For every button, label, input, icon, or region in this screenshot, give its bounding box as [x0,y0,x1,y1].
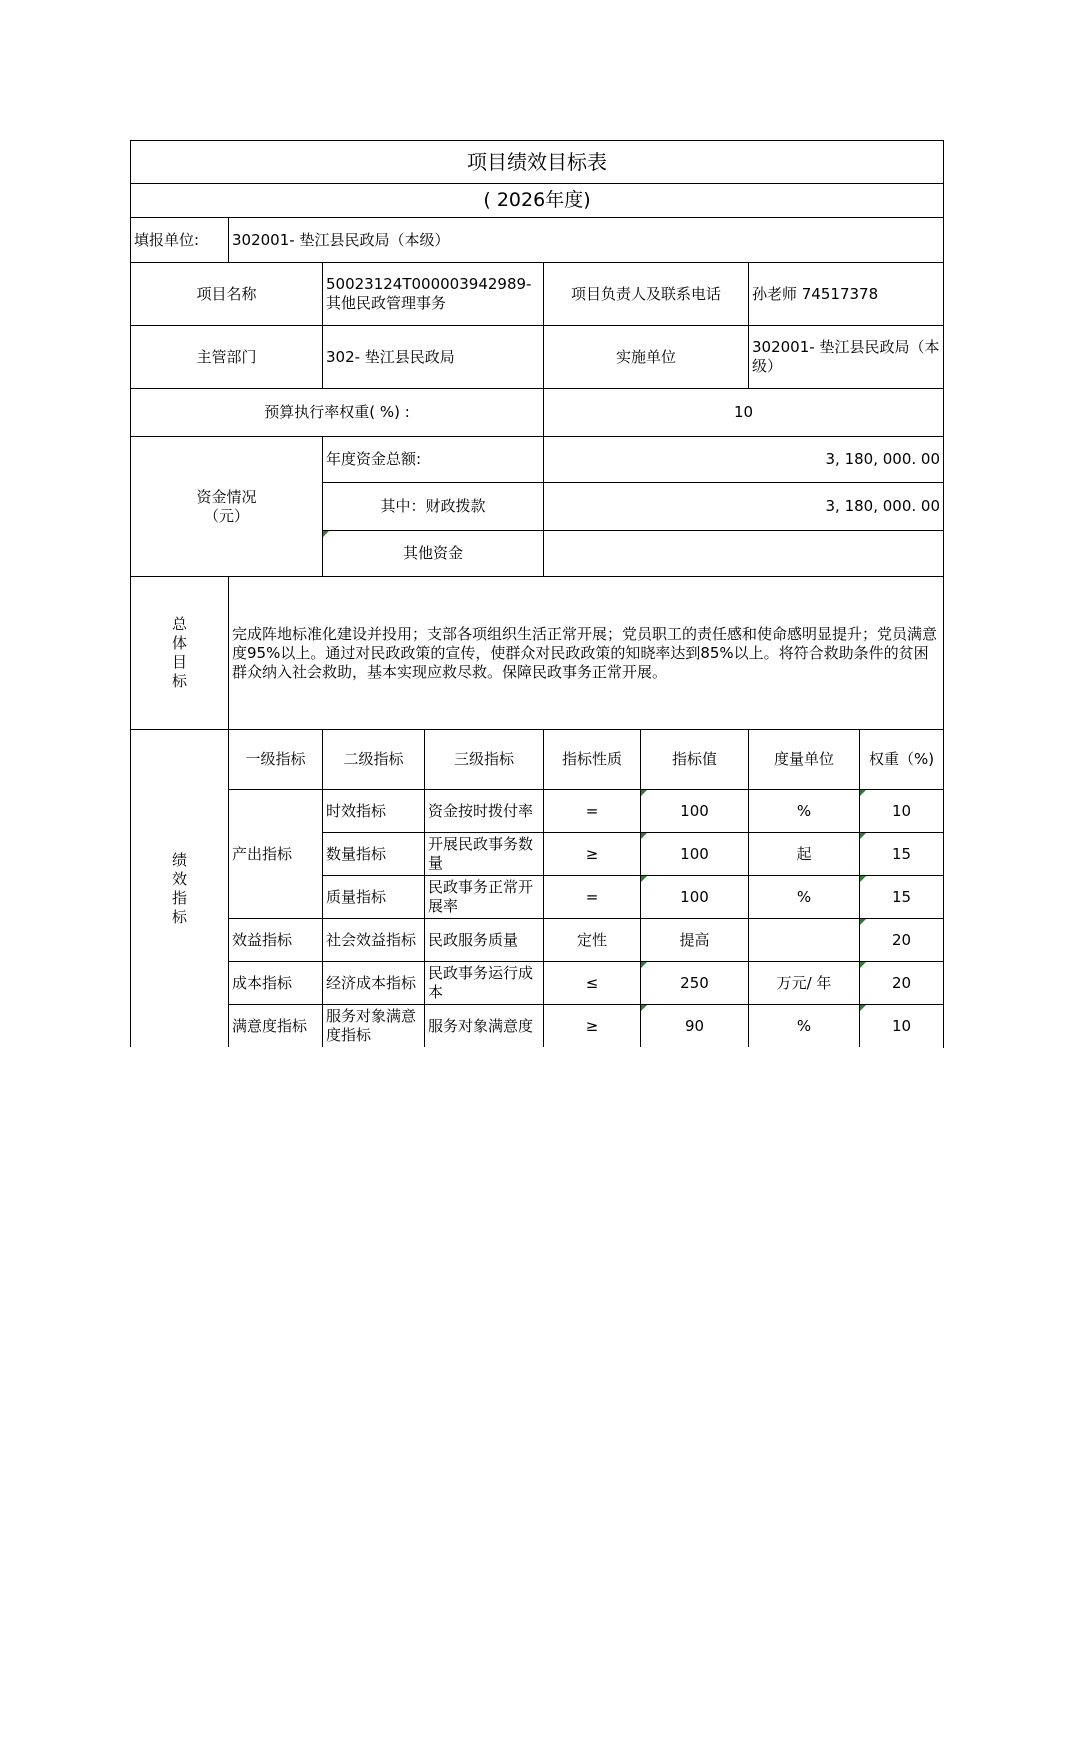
overall-goal-text: 完成阵地标准化建设并投用；支部各项组织生活正常开展；党员职工的责任感和使命感明显提升；党员满意度95%以上。通过对民政政策的宣传，使群众对民政政策的知晓率达到85%以上。将符合救助条件的贫困群众纳入社会救助，基本实现应救尽救。保障民政事务正常开展。 [229,577,944,730]
nature-cell: ≥ [544,833,641,876]
header-level2: 二级指标 [323,730,425,790]
weight-cell: 20 [860,919,944,962]
level3-cell: 服务对象满意度 [425,1005,544,1048]
nature-cell: ≥ [544,1005,641,1048]
level1-benefit: 效益指标 [229,919,323,962]
header-level1: 一级指标 [229,730,323,790]
nature-cell: = [544,876,641,919]
nature-cell: = [544,790,641,833]
header-value: 指标值 [641,730,749,790]
level3-cell: 资金按时拨付率 [425,790,544,833]
funds-total-row [131,437,944,483]
level3-cell: 民政事务运行成本 [425,962,544,1005]
indicator-row [131,1005,944,1048]
indicators-label-cell [131,730,229,1048]
budget-weight-row [131,389,944,437]
indicator-row [131,790,944,833]
funds-other-value [544,531,944,577]
header-nature: 指标性质 [544,730,641,790]
value-cell: 100 [641,790,749,833]
page-cutoff [130,1047,943,1747]
project-name-row [131,263,944,326]
reporting-unit-row [131,218,944,263]
title-row [131,141,944,184]
nature-cell: 定性 [544,919,641,962]
fiscal-year: ( 2026年度) [131,184,944,218]
header-level3: 三级指标 [425,730,544,790]
funds-fiscal-value: 3, 180, 000. 00 [544,483,944,531]
weight-cell: 20 [860,962,944,1005]
budget-weight-value: 10 [544,389,944,437]
unit-cell: % [749,790,860,833]
implementer-label: 实施单位 [544,326,749,389]
weight-cell: 10 [860,790,944,833]
indicator-row [131,962,944,1005]
funds-total-value: 3, 180, 000. 00 [544,437,944,483]
budget-weight-label: 预算执行率权重( %) : [131,389,544,437]
nature-cell: ≤ [544,962,641,1005]
weight-cell: 15 [860,876,944,919]
overall-goal-label-cell [131,577,229,730]
manager-label: 项目负责人及联系电话 [544,263,749,326]
level1-output: 产出指标 [229,790,323,919]
level3-cell: 民政事务正常开展率 [425,876,544,919]
level1-satisfaction: 满意度指标 [229,1005,323,1048]
reporting-unit-label: 填报单位: [131,218,229,263]
page-title: 项目绩效目标表 [131,141,944,184]
performance-goal-sheet [130,140,943,1048]
level3-cell: 民政服务质量 [425,919,544,962]
value-cell: 250 [641,962,749,1005]
unit-cell: % [749,876,860,919]
department-label: 主管部门 [131,326,323,389]
funds-other-label: 其他资金 [323,531,544,577]
reporting-unit-value: 302001- 垫江县民政局（本级） [229,218,944,263]
department-row [131,326,944,389]
project-name-value: 50023124T000003942989- 其他民政管理事务 [323,263,544,326]
overall-goal-label: 总体目标 [172,615,188,690]
department-value: 302- 垫江县民政局 [323,326,544,389]
weight-cell: 10 [860,1005,944,1048]
unit-cell: % [749,1005,860,1048]
funds-section-label: 资金情况（元） [196,487,257,525]
value-cell: 90 [641,1005,749,1048]
level2-cell: 时效指标 [323,790,425,833]
value-cell: 提高 [641,919,749,962]
value-cell: 100 [641,876,749,919]
unit-cell: 万元/ 年 [749,962,860,1005]
level2-cell: 服务对象满意度指标 [323,1005,425,1048]
value-cell: 100 [641,833,749,876]
weight-cell: 15 [860,833,944,876]
level1-cost: 成本指标 [229,962,323,1005]
level2-cell: 质量指标 [323,876,425,919]
level3-cell: 开展民政事务数量 [425,833,544,876]
project-name-label: 项目名称 [131,263,323,326]
implementer-value: 302001- 垫江县民政局（本级） [749,326,944,389]
header-weight: 权重（%) [860,730,944,790]
funds-section-label-cell [131,437,323,577]
funds-fiscal-label: 其中：财政拨款 [323,483,544,531]
level2-cell: 社会效益指标 [323,919,425,962]
unit-cell [749,919,860,962]
performance-goal-table [130,140,944,1048]
overall-goal-row [131,577,944,730]
indicators-label: 绩效指标 [172,850,188,926]
level2-cell: 数量指标 [323,833,425,876]
funds-total-label: 年度资金总额: [323,437,544,483]
year-row [131,184,944,218]
manager-value: 孙老师 74517378 [749,263,944,326]
indicator-row [131,919,944,962]
unit-cell: 起 [749,833,860,876]
header-unit: 度量单位 [749,730,860,790]
level2-cell: 经济成本指标 [323,962,425,1005]
indicator-header-row [131,730,944,790]
